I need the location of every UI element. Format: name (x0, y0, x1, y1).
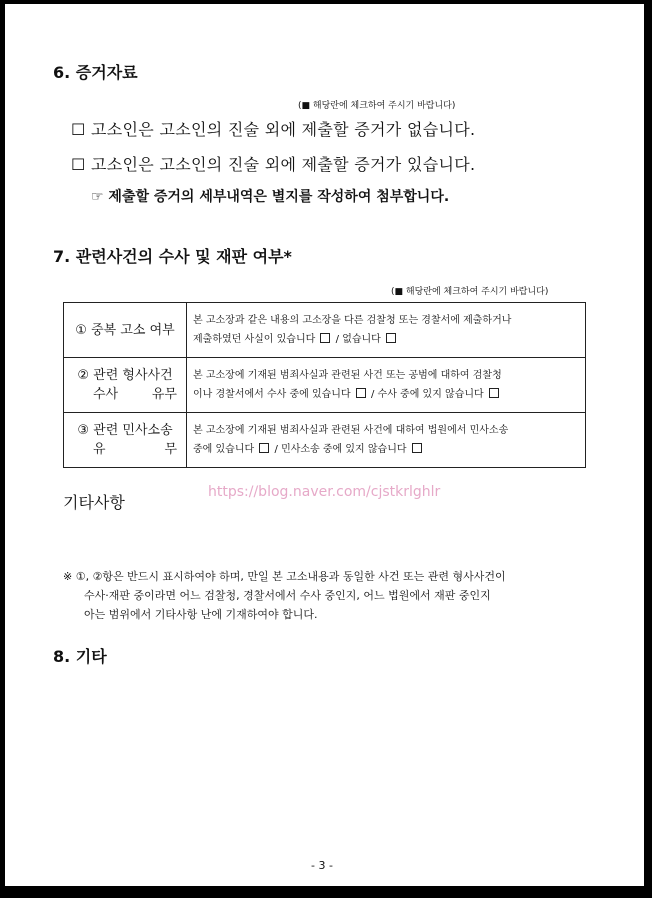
row-text-criminal (187, 358, 586, 413)
row-text-line1: 본 고소장에 기재된 범죄사실과 관련된 사건에 대하여 법원에서 민사소송 (193, 425, 509, 436)
row-text-line2: 중에 있습니다 (193, 444, 255, 455)
row-label-sub-a: 수사 (93, 387, 119, 402)
row-label-criminal (64, 358, 187, 413)
checkbox-no[interactable] (412, 443, 422, 453)
row-text-line2: 이나 경찰서에서 수사 중에 있습니다 (193, 389, 351, 400)
row-text-line2: 제출하였던 사실이 있습니다 (193, 334, 316, 345)
footnote-line-2: 수사·재판 중이라면 어느 검찰청, 경찰서에서 수사 중인지, 어느 법원에서 재판 중인지 (84, 589, 491, 602)
checkbox-no[interactable] (489, 388, 499, 398)
row-label-text: ② 관련 형사사건 (77, 368, 173, 383)
section-8-title: 8. 기타 (53, 647, 107, 666)
row-option-text: / 민사소송 중에 있지 않습니다 (274, 444, 407, 455)
related-cases-table (63, 302, 586, 468)
page-number: - 3 - (311, 859, 333, 872)
checkbox-yes[interactable] (259, 443, 269, 453)
evidence-option-none[interactable]: ☐ 고소인은 고소인의 진술 외에 제출할 증거가 없습니다. (71, 120, 476, 139)
row-label-sub-b: 유무 (151, 387, 177, 402)
section-6-check-note: (■ 해당란에 체크하여 주시기 바랍니다) (298, 101, 456, 111)
row-label-duplicate (64, 303, 187, 358)
row-option-text: / 수사 중에 있지 않습니다 (371, 389, 484, 400)
section-7-check-note: (■ 해당란에 체크하여 주시기 바랍니다) (391, 287, 549, 297)
section-7-title: 7. 관련사건의 수사 및 재판 여부* (53, 247, 292, 266)
other-matters-label: 기타사항 (63, 493, 125, 512)
checkbox-yes[interactable] (356, 388, 366, 398)
row-label-sub-a: 유 (93, 442, 106, 457)
row-text-duplicate (187, 303, 586, 358)
row-text-line1: 본 고소장과 같은 내용의 고소장을 다른 검찰청 또는 경찰서에 제출하거나 (193, 315, 512, 326)
document-page (5, 4, 644, 886)
checkbox-no[interactable] (386, 333, 396, 343)
table-row (64, 413, 586, 468)
evidence-attach-note: ☞ 제출할 증거의 세부내역은 별지를 작성하여 첨부합니다. (91, 189, 450, 205)
evidence-option-some[interactable]: ☐ 고소인은 고소인의 진술 외에 제출할 증거가 있습니다. (71, 155, 476, 174)
footnote-line-3: 아는 범위에서 기타사항 난에 기재하여야 합니다. (84, 608, 318, 621)
row-text-civil (187, 413, 586, 468)
table-row (64, 303, 586, 358)
section-6-title: 6. 증거자료 (53, 63, 138, 82)
footnote-line-1: ※ ①, ②항은 반드시 표시하여야 하며, 만일 본 고소내용과 동일한 사건 또는 관련 형사사건이 (63, 570, 506, 583)
table-row (64, 358, 586, 413)
row-label-text: ① 중복 고소 여부 (75, 322, 175, 338)
checkbox-yes[interactable] (320, 333, 330, 343)
row-label-sub-b: 무 (164, 442, 177, 457)
row-label-text: ③ 관련 민사소송 (77, 423, 173, 438)
row-text-line1: 본 고소장에 기재된 범죄사실과 관련된 사건 또는 공범에 대하여 검찰청 (193, 370, 502, 381)
watermark-url: https://blog.naver.com/cjstkrlghlr (208, 484, 441, 500)
row-label-civil (64, 413, 187, 468)
row-option-text: / 없습니다 (335, 334, 381, 345)
